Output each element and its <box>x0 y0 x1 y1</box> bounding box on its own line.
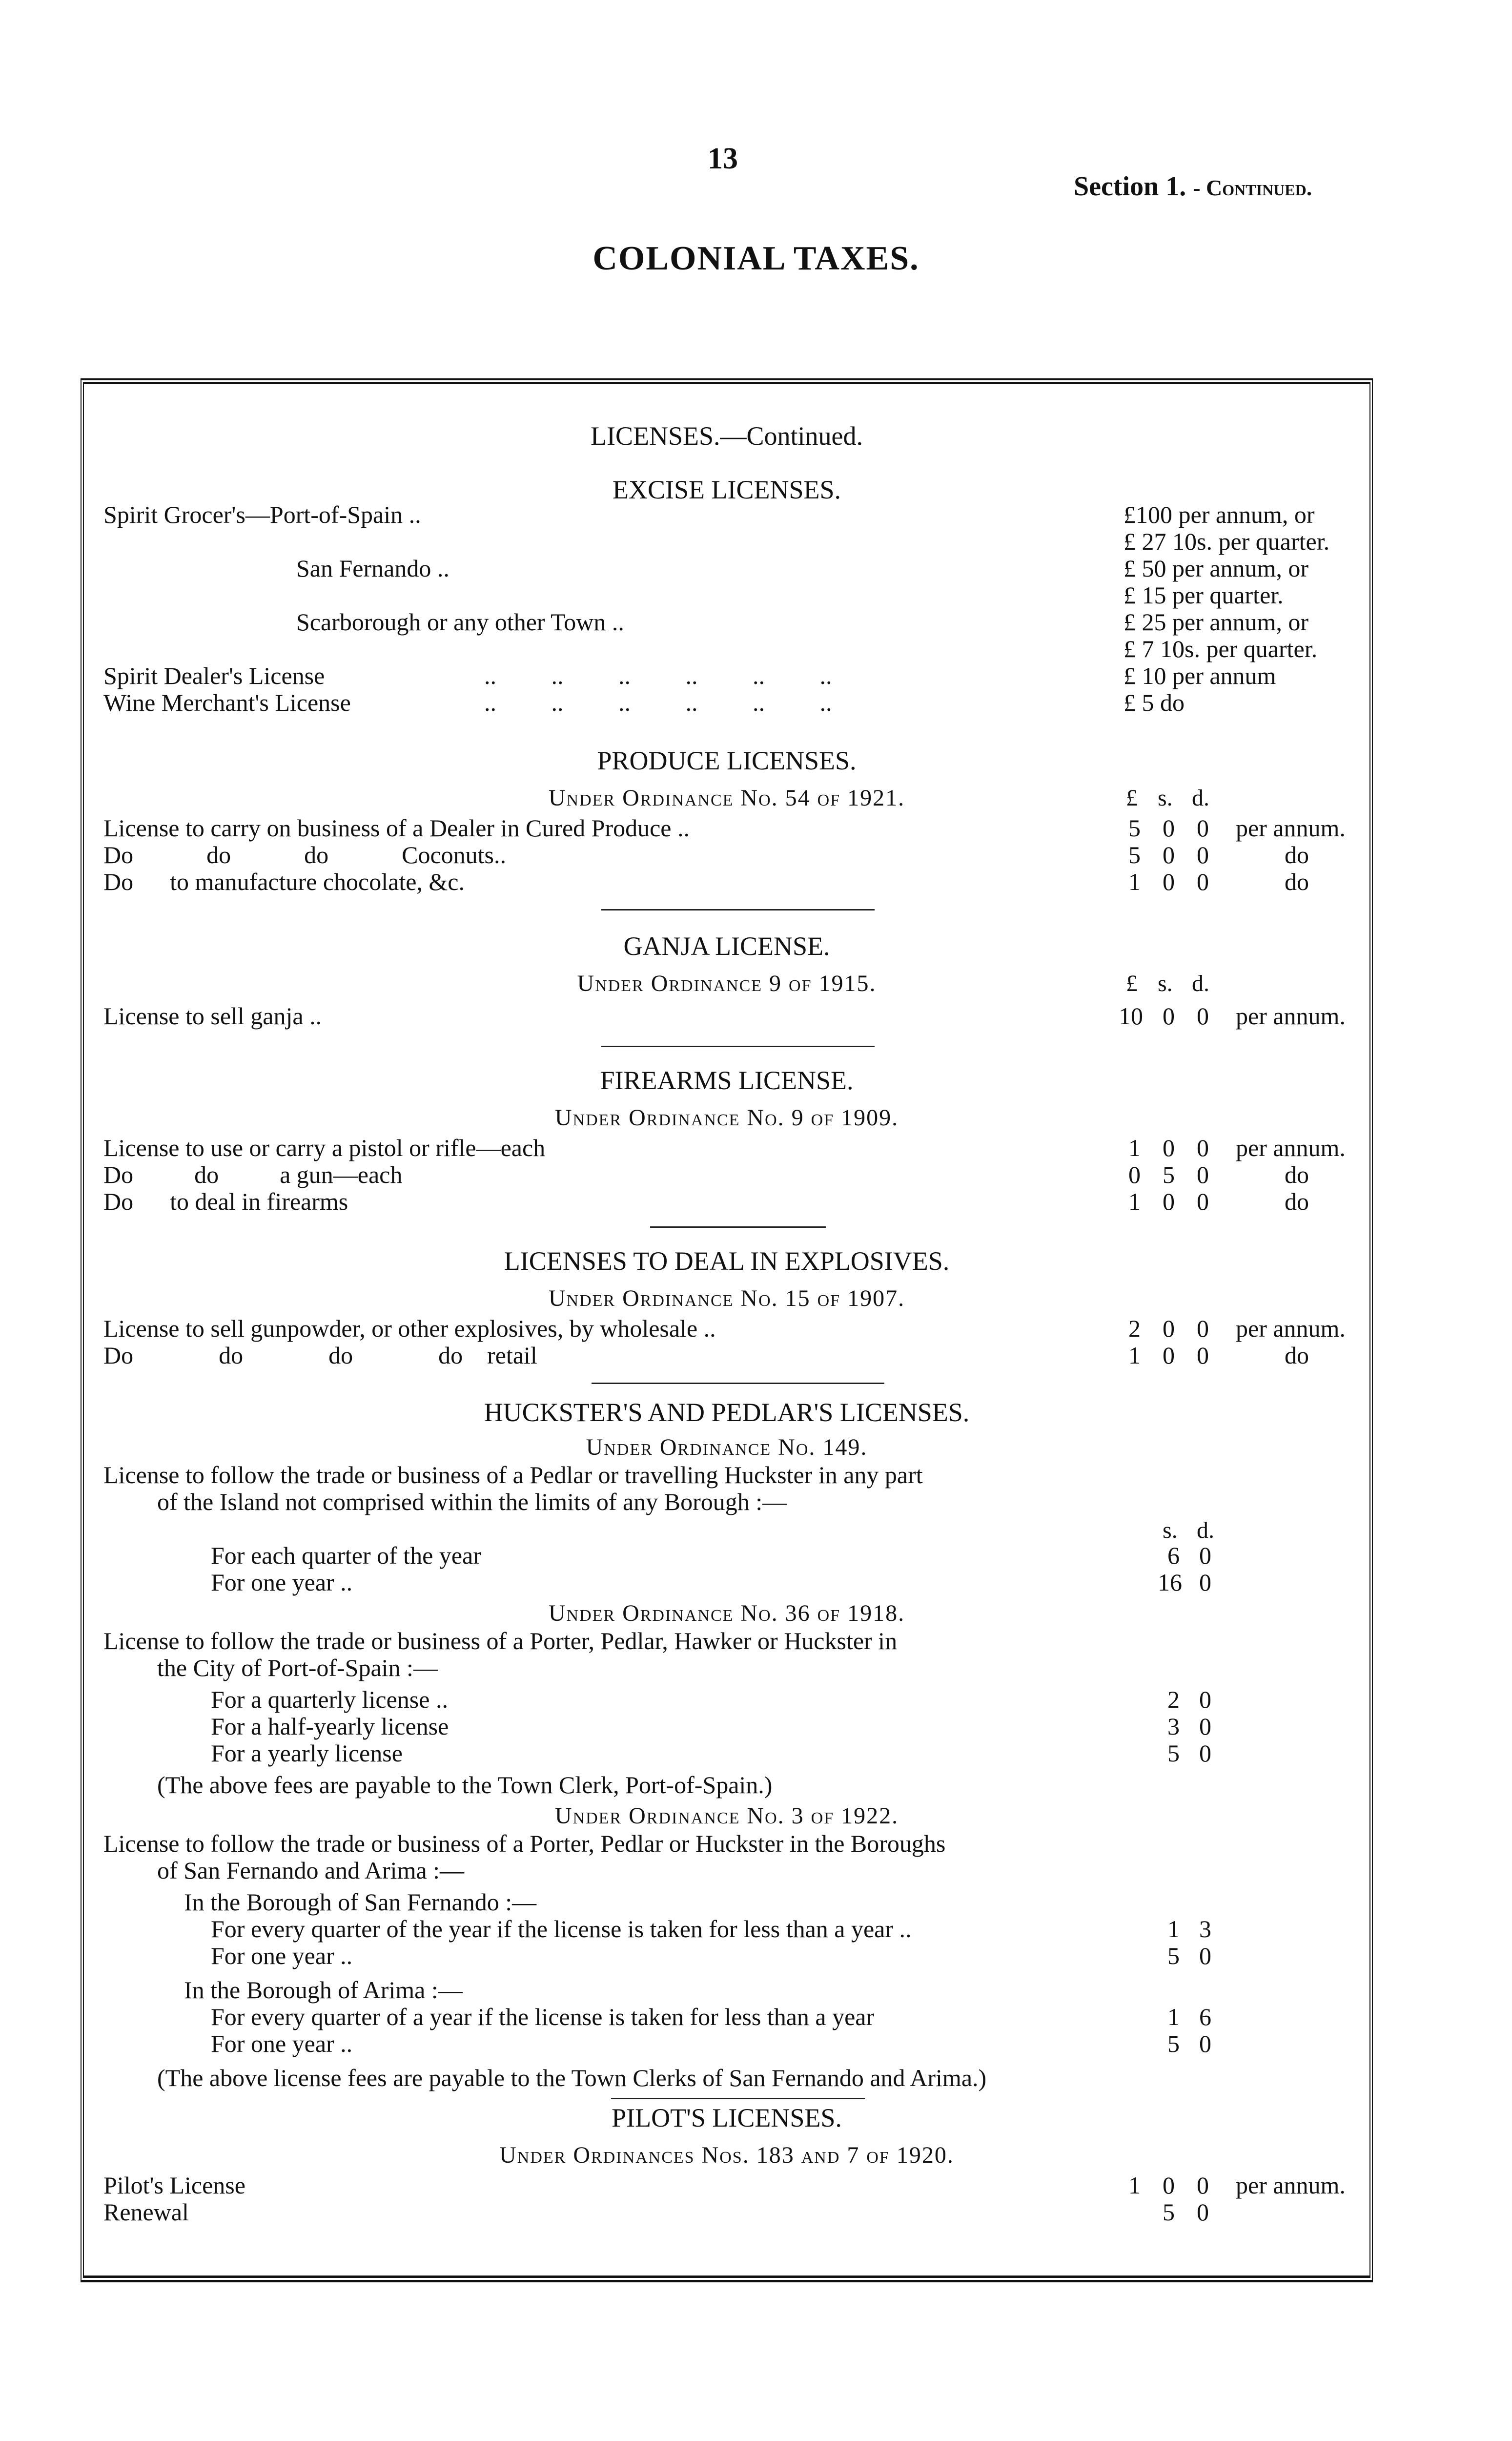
divider <box>592 1383 884 1384</box>
row-label: Do to manufacture chocolate, &c. <box>103 868 465 895</box>
section-number: Section 1. <box>1074 171 1186 202</box>
excise-row-cont <box>103 581 1350 608</box>
amount-shillings: 0 <box>1163 1134 1175 1161</box>
amount-pence: 0 <box>1197 1134 1209 1161</box>
amount-pence: 0 <box>1199 1542 1211 1569</box>
amount-shillings: 0 <box>1163 841 1175 869</box>
rate: £ 5 do <box>1124 689 1185 716</box>
period: per annum. <box>1236 1315 1346 1342</box>
row-label: Spirit Dealer's License <box>103 662 325 689</box>
borough-label <box>103 1888 1350 1915</box>
excise-row: Wine Merchant's License .. .. .. .. .. .. £ 5 do <box>103 689 1185 716</box>
row-label: For every quarter of a year if the license is taken for less than a year <box>211 2003 875 2030</box>
firearms-heading: FIREARMS LICENSE. <box>600 1066 854 1095</box>
period: per annum. <box>1236 1134 1346 1161</box>
huckster-text <box>103 1461 1350 1488</box>
licenses-heading: LICENSES.—Continued. <box>590 421 863 451</box>
period: do <box>1285 1161 1309 1188</box>
row-label: License to sell gunpowder, or other explosives, by wholesale .. <box>103 1315 716 1342</box>
amount-shillings: 0 <box>1163 868 1175 895</box>
period: per annum. <box>1236 1002 1346 1030</box>
page-number: 13 <box>708 142 738 175</box>
row-label: San Fernando .. <box>296 555 450 582</box>
produce-row <box>103 868 1350 895</box>
row-label: For a quarterly license .. <box>211 1686 448 1713</box>
period: per annum. <box>1236 2172 1346 2199</box>
excise-row <box>103 554 1350 581</box>
amount-shillings: 0 <box>1163 1188 1175 1215</box>
row-label: For one year .. <box>211 1569 353 1596</box>
row-label: License to carry on business of a Dealer in Cured Produce .. <box>103 814 690 842</box>
divider <box>650 1226 826 1228</box>
firearms-row <box>103 1160 1350 1188</box>
note-text: (The above license fees are payable to the Town Clerks of San Fernando and Arima.) <box>157 2064 987 2091</box>
amount-pence: 0 <box>1197 841 1209 869</box>
amount-pence: 0 <box>1199 1686 1211 1713</box>
huckster-ordinance-1: Under Ordinance No. 149. <box>586 1434 868 1460</box>
row-label: Do to deal in firearms <box>103 1188 348 1215</box>
amount-shillings: 16 <box>1158 1569 1182 1596</box>
amount-pounds: 5 <box>1128 814 1141 842</box>
amount-pence: 0 <box>1197 2172 1209 2199</box>
amount-pounds: 5 <box>1128 841 1141 869</box>
ganja-ordinance: Under Ordinance 9 of 1915. <box>577 971 877 996</box>
amount-pence: 6 <box>1199 2003 1211 2030</box>
row-label: For every quarter of the year if the license is taken for less than a year .. <box>211 1915 912 1943</box>
huckster-text <box>103 1488 1350 1515</box>
produce-row <box>103 841 1350 868</box>
amount-pence: 3 <box>1199 1915 1211 1943</box>
amount-pounds: 1 <box>1128 1342 1141 1369</box>
rate: £ 15 per quarter. <box>1124 581 1284 609</box>
huckster-row <box>103 1942 1350 1969</box>
firearms-row <box>103 1134 1350 1161</box>
excise-row-cont <box>103 635 1350 662</box>
row-label: For a half-yearly license <box>211 1713 449 1740</box>
amount-pence: 0 <box>1197 2198 1209 2226</box>
period: per annum. <box>1236 814 1346 842</box>
divider <box>601 909 875 910</box>
amount-shillings: 3 <box>1167 1713 1180 1740</box>
borough-label <box>103 1976 1350 2003</box>
row-label: Pilot's License <box>103 2172 245 2199</box>
huckster-ordinance-2: Under Ordinance No. 36 of 1918. <box>548 1600 905 1626</box>
amount-pence: 0 <box>1199 1713 1211 1740</box>
row-label: Do do a gun—each <box>103 1161 403 1188</box>
text-line: License to follow the trade or business of a Porter, Pedlar or Huckster in the Boroughs <box>103 1830 946 1857</box>
excise-row: Spirit Dealer's License .. .. .. .. .. .. £ 10 per annum <box>103 662 1276 689</box>
pilot-ordinance: Under Ordinances Nos. 183 and 7 of 1920. <box>499 2142 954 2168</box>
amount-shillings: 2 <box>1167 1686 1180 1713</box>
col-pounds: £ <box>1126 971 1138 996</box>
ganja-row <box>103 1002 1350 1029</box>
rate: £ 10 per annum <box>1124 662 1276 689</box>
row-label: For one year .. <box>211 2030 353 2057</box>
amount-pounds: 10 <box>1119 1002 1143 1030</box>
period: do <box>1285 841 1309 869</box>
amount-shillings: 5 <box>1167 1739 1180 1767</box>
amount-pounds: 1 <box>1128 1134 1141 1161</box>
excise-row-cont <box>103 527 1350 555</box>
amount-shillings: 5 <box>1167 1942 1180 1969</box>
rate: £100 per annum, or <box>1124 501 1315 528</box>
explosives-heading: LICENSES TO DEAL IN EXPLOSIVES. <box>504 1246 950 1276</box>
amount-pence: 0 <box>1197 814 1209 842</box>
huckster-row <box>103 1541 1350 1569</box>
amount-pence: 0 <box>1197 1002 1209 1030</box>
row-label: Do do do Coconuts.. <box>103 841 506 869</box>
huckster-note <box>103 2064 1350 2091</box>
rate: £ 50 per annum, or <box>1124 555 1309 582</box>
amount-pence: 0 <box>1199 1739 1211 1767</box>
pilot-row <box>103 2171 1350 2198</box>
firearms-ordinance: Under Ordinance No. 9 of 1909. <box>554 1105 899 1131</box>
col-pence: d. <box>1197 1517 1214 1543</box>
row-label: Spirit Grocer's—Port-of-Spain .. <box>103 501 421 528</box>
explosives-ordinance: Under Ordinance No. 15 of 1907. <box>548 1285 905 1311</box>
pilot-row <box>103 2198 1350 2225</box>
rate: £ 27 10s. per quarter. <box>1124 528 1330 555</box>
text-line: the City of Port-of-Spain :— <box>157 1654 438 1681</box>
amount-shillings: 1 <box>1167 1915 1180 1943</box>
amount-shillings: 1 <box>1167 2003 1180 2030</box>
amount-pence: 0 <box>1197 868 1209 895</box>
amount-shillings: 6 <box>1167 1542 1180 1569</box>
col-pounds: £ <box>1126 785 1138 811</box>
amount-pence: 0 <box>1197 1188 1209 1215</box>
amount-pence: 0 <box>1199 1942 1211 1969</box>
produce-heading: PRODUCE LICENSES. <box>597 746 857 775</box>
row-label: Do do do do retail <box>103 1342 537 1369</box>
huckster-row <box>103 1568 1350 1595</box>
huckster-text <box>103 1829 1350 1857</box>
row-label: Wine Merchant's License <box>103 689 351 716</box>
amount-pence: 0 <box>1197 1342 1209 1369</box>
row-label: License to use or carry a pistol or rifle—each <box>103 1134 546 1161</box>
amount-pounds: 1 <box>1128 868 1141 895</box>
amount-pounds: 2 <box>1128 1315 1141 1342</box>
note-text: (The above fees are payable to the Town Clerk, Port-of-Spain.) <box>157 1771 773 1799</box>
section-continued: - Continued. <box>1193 175 1312 200</box>
amount-shillings: 0 <box>1163 814 1175 842</box>
period: do <box>1285 868 1309 895</box>
huckster-row <box>103 1739 1350 1766</box>
huckster-row <box>103 1712 1350 1739</box>
amount-shillings: 5 <box>1163 1161 1175 1188</box>
period: do <box>1285 1188 1309 1215</box>
amount-pence: 0 <box>1197 1161 1209 1188</box>
row-label: License to sell ganja .. <box>103 1002 322 1030</box>
huckster-ordinance-3: Under Ordinance No. 3 of 1922. <box>554 1803 899 1829</box>
amount-shillings: 5 <box>1163 2198 1175 2226</box>
excise-row <box>103 608 1350 635</box>
huckster-heading: HUCKSTER'S AND PEDLAR'S LICENSES. <box>484 1398 970 1427</box>
divider <box>611 2098 865 2099</box>
row-label: For each quarter of the year <box>211 1542 481 1569</box>
text-line: In the Borough of Arima :— <box>184 1976 463 2004</box>
text-line: License to follow the trade or business of a Pedlar or travelling Huckster in any part <box>103 1461 923 1489</box>
col-shillings: s. <box>1158 971 1173 996</box>
page-title: COLONIAL TAXES. <box>593 240 919 277</box>
row-label: For a yearly license <box>211 1739 403 1767</box>
col-pence: d. <box>1192 971 1209 996</box>
huckster-row <box>103 1915 1350 1942</box>
ganja-heading: GANJA LICENSE. <box>623 931 830 961</box>
excise-row <box>103 500 1350 528</box>
amount-shillings: 0 <box>1163 1315 1175 1342</box>
huckster-row <box>103 1685 1350 1713</box>
huckster-note <box>103 1771 1350 1798</box>
explosives-row <box>103 1314 1350 1342</box>
rate: £ 25 per annum, or <box>1124 608 1309 636</box>
row-label: For one year .. <box>211 1942 353 1969</box>
huckster-row <box>103 2003 1350 2030</box>
amount-shillings: 0 <box>1163 2172 1175 2199</box>
row-label: Scarborough or any other Town .. <box>296 608 624 636</box>
pilot-heading: PILOT'S LICENSES. <box>612 2103 842 2132</box>
divider <box>601 1046 875 1047</box>
huckster-row <box>103 2029 1350 2057</box>
text-line: of the Island not comprised within the limits of any Borough :— <box>157 1488 787 1515</box>
excise-heading: EXCISE LICENSES. <box>612 475 841 504</box>
amount-pence: 0 <box>1199 2030 1211 2057</box>
col-pence: d. <box>1192 785 1209 811</box>
huckster-text <box>103 1627 1350 1654</box>
huckster-text <box>103 1654 1350 1681</box>
amount-pounds: 1 <box>1128 1188 1141 1215</box>
tax-table-frame <box>81 378 1373 2282</box>
amount-pounds: 0 <box>1128 1161 1141 1188</box>
section-label <box>1074 171 1312 202</box>
amount-shillings: 5 <box>1167 2030 1180 2057</box>
col-shillings: s. <box>1163 1517 1178 1543</box>
amount-shillings: 0 <box>1163 1002 1175 1030</box>
row-label: Renewal <box>103 2198 189 2226</box>
huckster-text <box>103 1856 1350 1883</box>
text-line: of San Fernando and Arima :— <box>157 1857 465 1884</box>
amount-shillings: 0 <box>1163 1342 1175 1369</box>
text-line: License to follow the trade or business of a Porter, Pedlar, Hawker or Huckster in <box>103 1627 898 1655</box>
amount-pounds: 1 <box>1128 2172 1141 2199</box>
produce-ordinance: Under Ordinance No. 54 of 1921. <box>548 785 905 811</box>
amount-pence: 0 <box>1199 1569 1211 1596</box>
amount-pence: 0 <box>1197 1315 1209 1342</box>
produce-row <box>103 814 1350 841</box>
col-shillings: s. <box>1158 785 1173 811</box>
rate: £ 7 10s. per quarter. <box>1124 635 1318 662</box>
period: do <box>1285 1342 1309 1369</box>
explosives-row <box>103 1341 1350 1368</box>
firearms-row <box>103 1187 1350 1215</box>
text-line: In the Borough of San Fernando :— <box>184 1888 537 1916</box>
